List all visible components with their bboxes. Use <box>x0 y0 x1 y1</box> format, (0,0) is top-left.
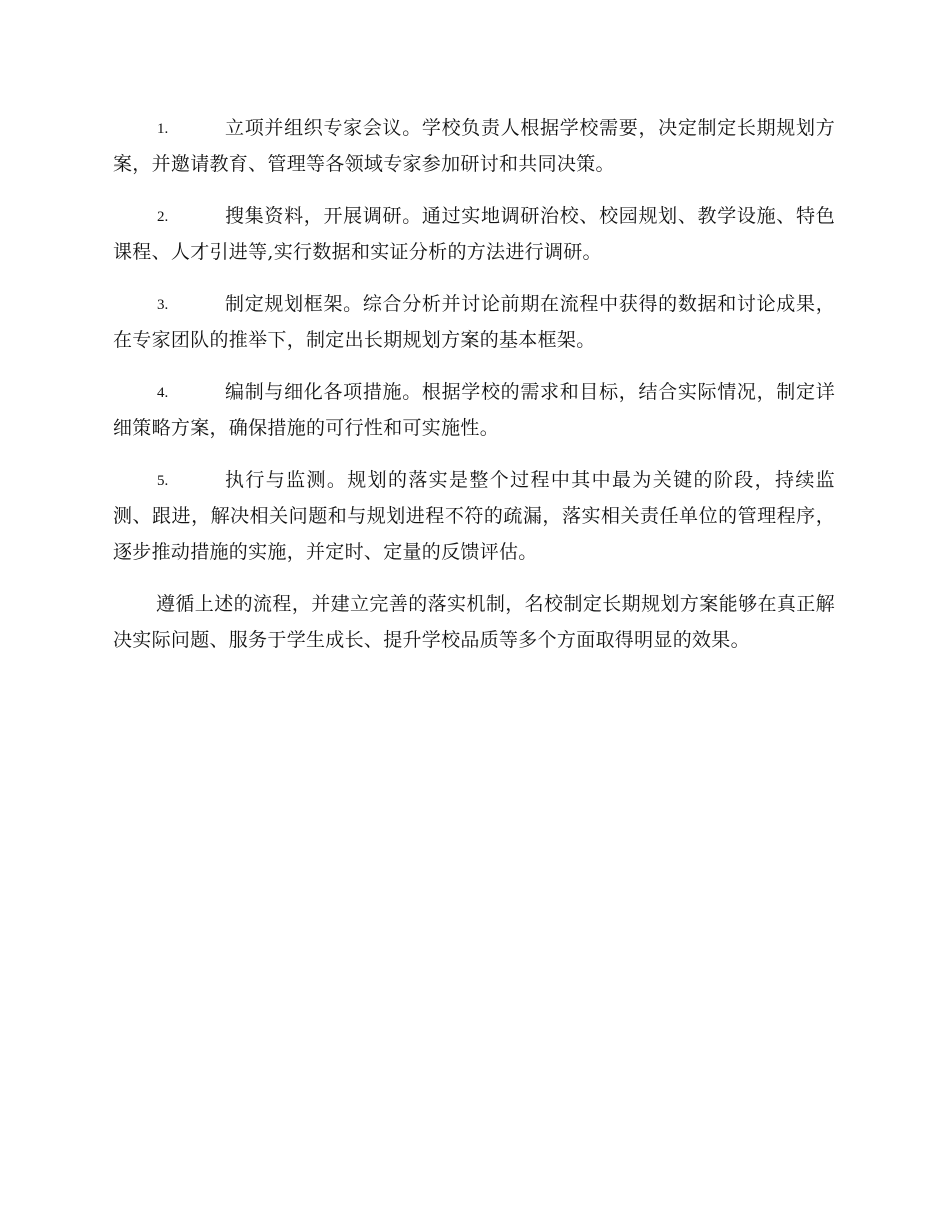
list-item-text: 编制与细化各项措施。根据学校的需求和目标，结合实际情况，制定详细策略方案，确保措施的可行性和可实施性。 <box>113 381 835 439</box>
list-item-text: 执行与监测。规划的落实是整个过程中其中最为关键的阶段，持续监测、跟进，解决相关问题和与规划进程不符的疏漏，落实相关责任单位的管理程序，逐步推动措施的实施，并定时、定量的反馈评估。 <box>113 469 835 563</box>
list-item-text: 搜集资料，开展调研。通过实地调研治校、校园规划、教学设施、特色课程、人才引进等,实行数据和实证分析的方法进行调研。 <box>113 205 835 263</box>
list-item-number: 1. <box>157 121 169 137</box>
list-item-number: 2. <box>157 209 169 225</box>
document-body <box>113 110 835 658</box>
list-item <box>113 286 835 358</box>
list-item-number: 4. <box>157 385 169 401</box>
list-item <box>113 374 835 446</box>
list-item-number: 3. <box>157 297 169 313</box>
list-item <box>113 462 835 570</box>
list-item-number: 5. <box>157 473 169 489</box>
list-item <box>113 110 835 182</box>
list-item-text: 制定规划框架。综合分析并讨论前期在流程中获得的数据和讨论成果，在专家团队的推举下，制定出长期规划方案的基本框架。 <box>113 293 835 351</box>
list-item <box>113 198 835 270</box>
conclusion-paragraph: 遵循上述的流程，并建立完善的落实机制，名校制定长期规划方案能够在真正解决实际问题、服务于学生成长、提升学校品质等多个方面取得明显的效果。 <box>113 593 835 651</box>
list-item-text: 立项并组织专家会议。学校负责人根据学校需要，决定制定长期规划方案，并邀请教育、管理等各领域专家参加研讨和共同决策。 <box>113 117 835 175</box>
